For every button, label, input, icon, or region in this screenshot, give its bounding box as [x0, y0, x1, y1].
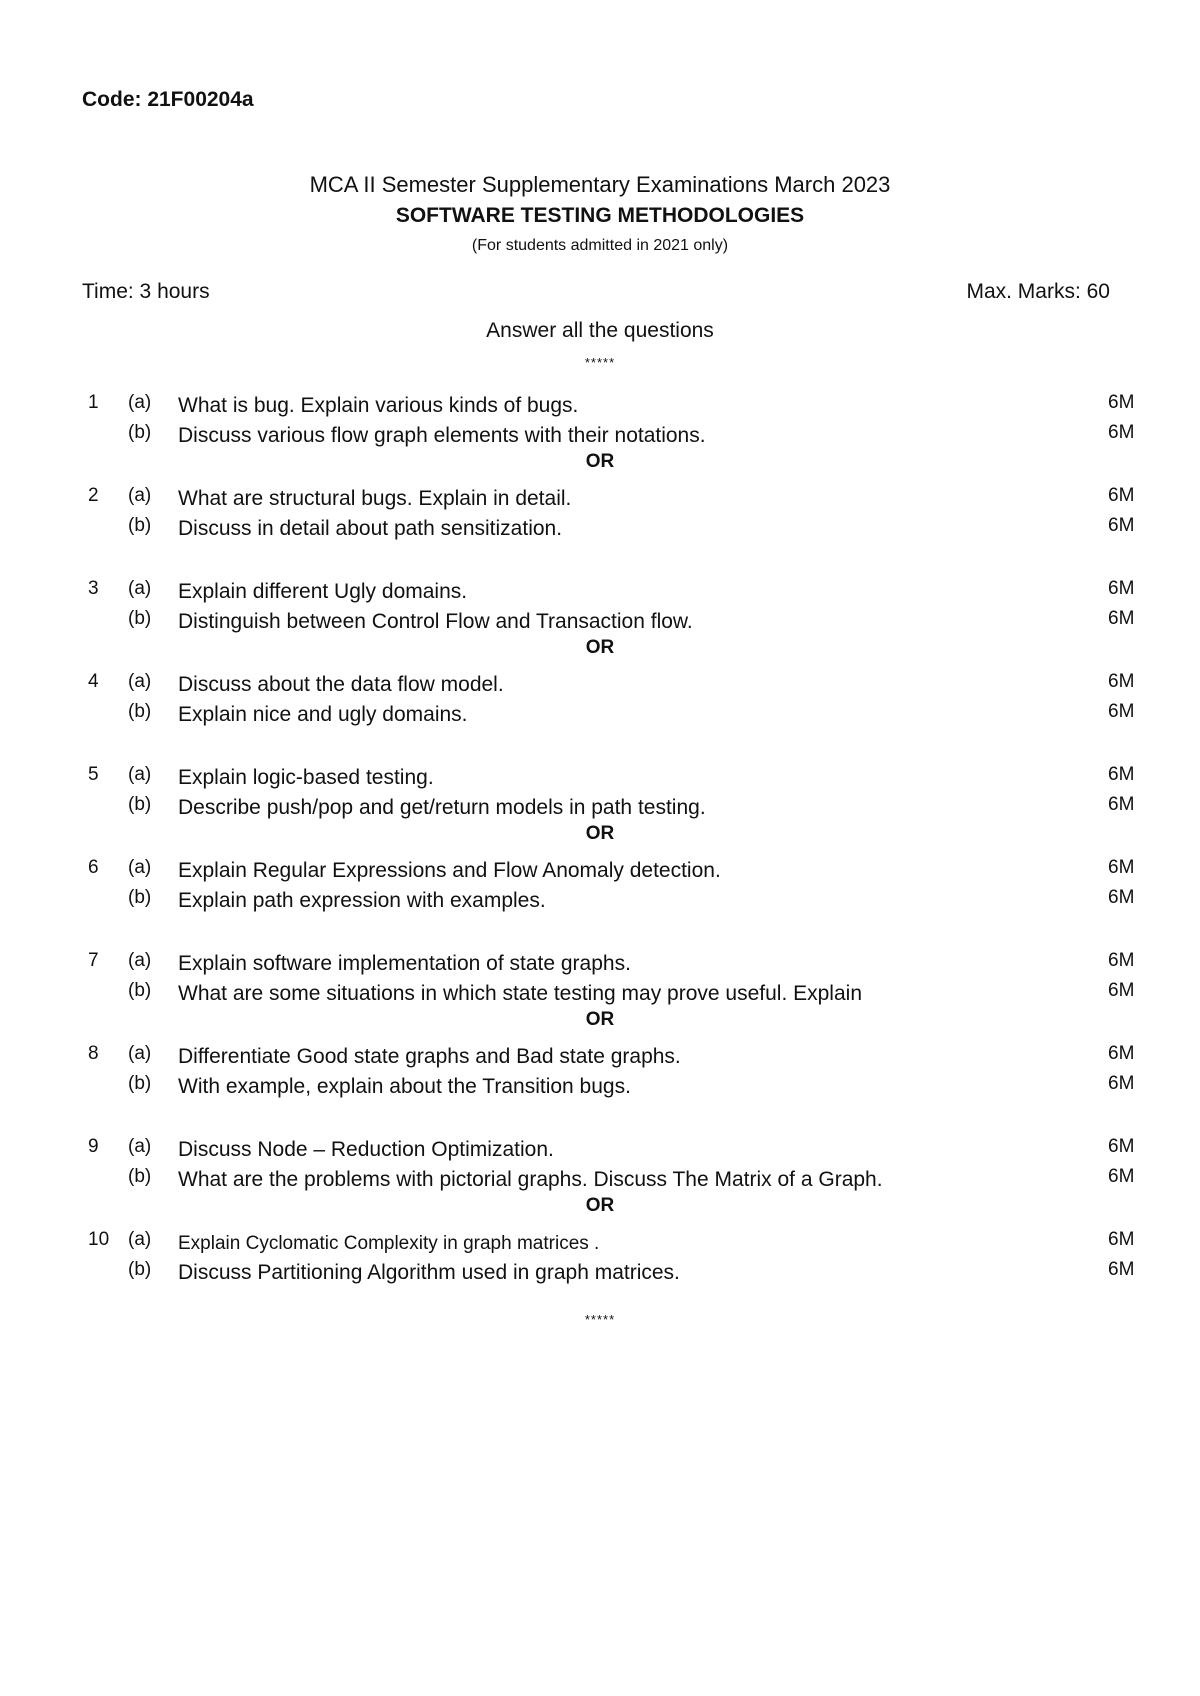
question-marks: 6M	[1108, 1136, 1135, 1157]
question-marks: 6M	[1108, 392, 1135, 413]
question-row	[0, 392, 1200, 422]
part-label: (b)	[128, 608, 152, 629]
part-label: (b)	[128, 422, 152, 443]
question-text: Describe push/pop and get/return models in path testing.	[178, 796, 706, 819]
question-row	[0, 980, 1200, 1010]
question-marks: 6M	[1108, 887, 1135, 908]
question-row	[0, 671, 1200, 701]
separator-stars-top: *****	[584, 355, 616, 370]
question-text: What are some situations in which state testing may prove useful. Explain	[178, 982, 862, 1005]
max-marks: Max. Marks: 60	[966, 280, 1110, 303]
question-row	[0, 578, 1200, 608]
question-text: With example, explain about the Transition bugs.	[178, 1075, 631, 1098]
question-marks: 6M	[1108, 701, 1135, 722]
question-text: Explain Regular Expressions and Flow Anomaly detection.	[178, 859, 721, 882]
question-marks: 6M	[1108, 578, 1135, 599]
question-marks: 6M	[1108, 980, 1135, 1001]
question-number: 5	[88, 764, 99, 785]
question-row	[0, 764, 1200, 794]
part-label: (b)	[128, 701, 152, 722]
question-row	[0, 950, 1200, 980]
question-text: Explain nice and ugly domains.	[178, 703, 468, 726]
question-marks: 6M	[1108, 1166, 1135, 1187]
question-number: 1	[88, 392, 99, 413]
part-label: (b)	[128, 887, 152, 908]
question-number: 4	[88, 671, 99, 692]
question-row	[0, 1073, 1200, 1103]
exam-title: MCA II Semester Supplementary Examinations March 2023	[309, 172, 891, 197]
part-label: (a)	[128, 392, 152, 413]
part-label: (a)	[128, 950, 152, 971]
question-number: 7	[88, 950, 99, 971]
question-text: Distinguish between Control Flow and Transaction flow.	[178, 610, 693, 633]
question-marks: 6M	[1108, 485, 1135, 506]
or-divider: OR	[585, 451, 615, 472]
question-row	[0, 887, 1200, 917]
or-divider: OR	[585, 823, 615, 844]
question-row	[0, 701, 1200, 731]
or-divider: OR	[585, 1009, 615, 1030]
question-row	[0, 1166, 1200, 1196]
question-row	[0, 1259, 1200, 1289]
question-text: What are structural bugs. Explain in detail.	[178, 487, 572, 510]
question-number: 8	[88, 1043, 99, 1064]
question-row	[0, 794, 1200, 824]
part-label: (b)	[128, 515, 152, 536]
question-row	[0, 485, 1200, 515]
question-marks: 6M	[1108, 1259, 1135, 1280]
part-label: (a)	[128, 578, 152, 599]
question-row	[0, 1229, 1200, 1259]
question-text: Discuss about the data flow model.	[178, 673, 504, 696]
question-marks: 6M	[1108, 422, 1135, 443]
question-number: 2	[88, 485, 99, 506]
or-divider: OR	[585, 637, 615, 658]
part-label: (b)	[128, 794, 152, 815]
question-row	[0, 608, 1200, 638]
exam-duration: Time: 3 hours	[82, 280, 210, 303]
part-label: (b)	[128, 1073, 152, 1094]
question-number: 10	[88, 1229, 110, 1250]
question-number: 3	[88, 578, 99, 599]
admission-note: (For students admitted in 2021 only)	[471, 237, 729, 254]
question-text: Explain different Ugly domains.	[178, 580, 468, 603]
question-marks: 6M	[1108, 671, 1135, 692]
part-label: (a)	[128, 485, 152, 506]
question-row	[0, 515, 1200, 545]
instructions: Answer all the questions	[486, 319, 714, 342]
question-marks: 6M	[1108, 1043, 1135, 1064]
part-label: (b)	[128, 1166, 152, 1187]
part-label: (a)	[128, 671, 152, 692]
question-text: Differentiate Good state graphs and Bad state graphs.	[178, 1045, 681, 1068]
paper-code: Code: 21F00204a	[82, 88, 254, 111]
part-label: (a)	[128, 1043, 152, 1064]
subject-title: SOFTWARE TESTING METHODOLOGIES	[395, 204, 805, 227]
question-marks: 6M	[1108, 950, 1135, 971]
part-label: (b)	[128, 980, 152, 1001]
question-text: Discuss Node – Reduction Optimization.	[178, 1138, 554, 1161]
question-marks: 6M	[1108, 794, 1135, 815]
part-label: (a)	[128, 1136, 152, 1157]
question-text: Explain path expression with examples.	[178, 889, 546, 912]
question-text: What are the problems with pictorial graphs. Discuss The Matrix of a Graph.	[178, 1168, 883, 1191]
question-marks: 6M	[1108, 764, 1135, 785]
question-text: Discuss Partitioning Algorithm used in graph matrices.	[178, 1261, 680, 1284]
question-marks: 6M	[1108, 1229, 1135, 1250]
question-text: Explain software implementation of state graphs.	[178, 952, 631, 975]
part-label: (a)	[128, 1229, 152, 1250]
question-text: Discuss in detail about path sensitization.	[178, 517, 563, 540]
question-text: What is bug. Explain various kinds of bugs.	[178, 394, 579, 417]
question-row	[0, 422, 1200, 452]
separator-stars-bottom: *****	[584, 1312, 616, 1327]
or-divider: OR	[585, 1195, 615, 1216]
part-label: (b)	[128, 1259, 152, 1280]
part-label: (a)	[128, 764, 152, 785]
question-row	[0, 1136, 1200, 1166]
question-marks: 6M	[1108, 1073, 1135, 1094]
question-text: Explain Cyclomatic Complexity in graph matrices .	[178, 1233, 600, 1254]
question-text: Discuss various flow graph elements with their notations.	[178, 424, 706, 447]
question-number: 6	[88, 857, 99, 878]
question-row	[0, 857, 1200, 887]
question-row	[0, 1043, 1200, 1073]
part-label: (a)	[128, 857, 152, 878]
question-text: Explain logic-based testing.	[178, 766, 434, 789]
question-marks: 6M	[1108, 608, 1135, 629]
question-marks: 6M	[1108, 515, 1135, 536]
question-number: 9	[88, 1136, 99, 1157]
question-marks: 6M	[1108, 857, 1135, 878]
